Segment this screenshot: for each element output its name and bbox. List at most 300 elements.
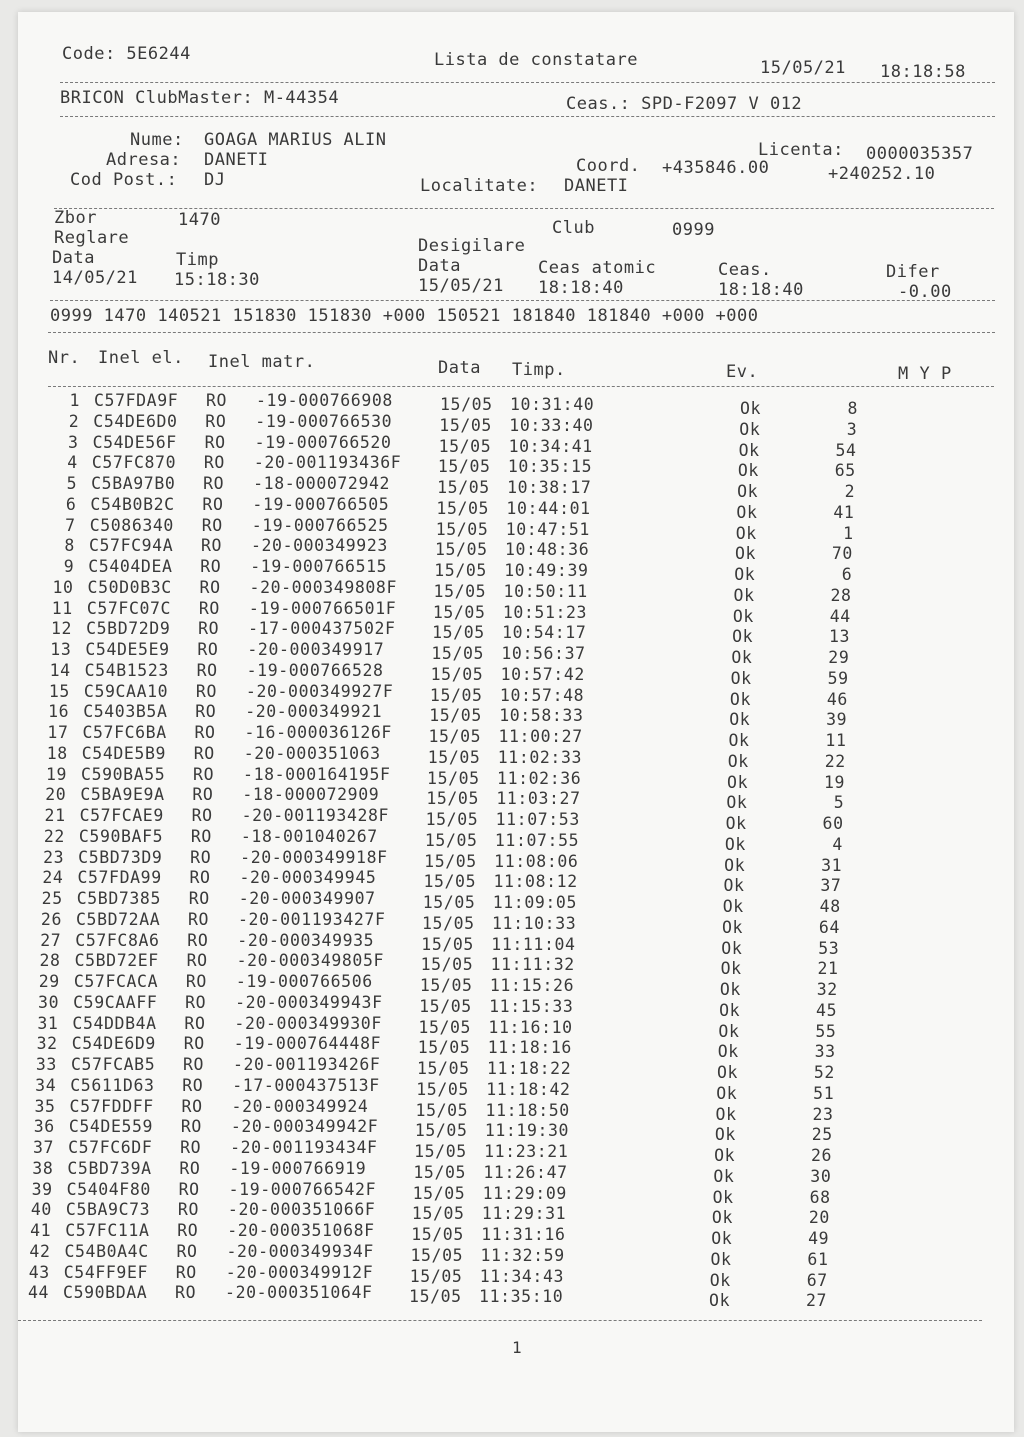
row-value: 8 xyxy=(847,399,858,418)
row-time: 10:48:36 xyxy=(504,540,590,560)
row-date: 15/05 xyxy=(428,727,482,746)
row-date: 15/05 xyxy=(409,1287,462,1307)
row-nr: 15 xyxy=(48,681,70,701)
report-time: 18:18:58 xyxy=(880,62,966,82)
row-nr: 17 xyxy=(47,723,69,742)
row-country: RO xyxy=(203,453,225,473)
row-time: 10:47:51 xyxy=(505,519,590,539)
row-country: RO xyxy=(195,681,217,701)
row-inel-el: C54B0B2C xyxy=(90,494,175,514)
row-value: 2 xyxy=(844,482,856,501)
row-inel-el: C5404F80 xyxy=(66,1179,151,1199)
row-country: RO xyxy=(197,640,219,659)
row-date: 15/05 xyxy=(427,768,480,788)
row-inel-el: C54B0A4C xyxy=(64,1241,149,1261)
row-inel-matr: -20-000349927F xyxy=(245,681,394,701)
row-value: 13 xyxy=(829,627,851,647)
name-label: Nume: xyxy=(130,130,184,150)
row-inel-matr: -20-000349943F xyxy=(235,992,383,1012)
club-label: Club xyxy=(552,218,595,238)
row-inel-matr: -20-001193436F xyxy=(253,453,402,473)
difer-value: -0.00 xyxy=(898,282,952,302)
row-date: 15/05 xyxy=(433,581,487,601)
row-nr: 4 xyxy=(67,453,78,473)
row-inel-el: C5611D63 xyxy=(70,1075,155,1095)
row-inel-el: C59CAA10 xyxy=(83,681,169,701)
row-date: 15/05 xyxy=(434,540,488,560)
row-time: 10:56:37 xyxy=(501,644,586,663)
row-time: 10:33:40 xyxy=(509,415,594,435)
row-time: 11:34:43 xyxy=(479,1266,565,1286)
row-time: 11:35:10 xyxy=(479,1287,564,1307)
row-value: 37 xyxy=(820,876,842,896)
row-inel-el: C54DE56F xyxy=(92,432,177,452)
row-country: RO xyxy=(204,432,226,452)
row-ev: Ok xyxy=(722,897,744,916)
row-date: 15/05 xyxy=(424,830,478,850)
row-time: 11:00:27 xyxy=(498,727,583,746)
postcode-label: Cod Post.: xyxy=(70,170,178,190)
row-inel-matr: -20-000349942F xyxy=(230,1117,379,1137)
row-country: RO xyxy=(176,1241,198,1261)
row-country: RO xyxy=(184,1013,206,1033)
row-inel-el: C5BD739A xyxy=(67,1158,152,1178)
row-time: 10:57:42 xyxy=(500,664,585,684)
divider xyxy=(50,300,995,301)
row-inel-matr: -16-000036126F xyxy=(244,723,392,742)
row-value: 19 xyxy=(823,772,846,792)
divider xyxy=(60,116,995,117)
row-value: 44 xyxy=(829,606,851,626)
row-time: 11:18:42 xyxy=(486,1079,571,1099)
row-date: 15/05 xyxy=(410,1245,464,1265)
row-country: RO xyxy=(189,868,211,888)
row-time: 11:31:16 xyxy=(481,1225,566,1244)
divider xyxy=(60,82,995,83)
row-inel-matr: -19-000766528 xyxy=(246,660,384,680)
row-value: 60 xyxy=(822,814,844,833)
row-date: 15/05 xyxy=(413,1162,467,1182)
reglare-label: Reglare xyxy=(54,228,130,248)
col-data: Data xyxy=(438,358,481,378)
address-label: Adresa: xyxy=(106,150,182,170)
row-inel-el: C57FC6BA xyxy=(82,723,167,742)
row-inel-matr: -18-000072909 xyxy=(242,785,380,805)
row-ev: Ok xyxy=(733,585,755,605)
row-country: RO xyxy=(201,515,223,535)
row-nr: 5 xyxy=(66,474,78,493)
row-nr: 31 xyxy=(37,1013,59,1033)
reglare-data-label: Data xyxy=(52,248,95,268)
row-inel-matr: -17-000437513F xyxy=(232,1075,380,1095)
row-country: RO xyxy=(178,1179,200,1199)
row-ev: Ok xyxy=(726,793,748,813)
row-inel-el: C5BA9C73 xyxy=(65,1200,151,1220)
row-inel-el: C57FC6DF xyxy=(68,1138,153,1157)
row-ev: Ok xyxy=(715,1104,737,1124)
row-time: 11:03:27 xyxy=(496,789,581,809)
row-date: 15/05 xyxy=(414,1121,468,1141)
row-nr: 40 xyxy=(30,1200,52,1220)
row-nr: 16 xyxy=(48,702,70,722)
row-country: RO xyxy=(205,411,227,431)
row-time: 11:26:47 xyxy=(483,1162,568,1182)
row-nr: 25 xyxy=(41,889,63,908)
row-ev: Ok xyxy=(737,461,759,481)
row-date: 15/05 xyxy=(437,457,491,477)
row-ev: Ok xyxy=(736,502,758,522)
row-time: 11:08:06 xyxy=(494,851,579,871)
row-inel-el: C5BD72EF xyxy=(74,951,159,971)
row-inel-matr: -19-000766515 xyxy=(250,557,388,576)
row-time: 10:34:41 xyxy=(508,436,593,456)
row-country: RO xyxy=(203,474,225,493)
row-value: 5 xyxy=(833,793,845,813)
row-date: 15/05 xyxy=(427,747,481,767)
row-nr: 32 xyxy=(36,1034,58,1054)
row-nr: 37 xyxy=(33,1138,55,1157)
row-nr: 14 xyxy=(49,660,71,680)
row-ev: Ok xyxy=(724,855,746,875)
ceas-time: 18:18:40 xyxy=(718,280,804,300)
row-country: RO xyxy=(177,1221,199,1240)
row-value: 20 xyxy=(808,1208,830,1228)
row-inel-matr: -19-000766501F xyxy=(248,598,397,618)
row-nr: 9 xyxy=(63,557,75,576)
row-ev: Ok xyxy=(711,1208,733,1228)
row-inel-el: C54DE5B9 xyxy=(81,743,167,763)
row-ev: Ok xyxy=(737,482,759,501)
owner-license: 0000035357 xyxy=(866,144,974,164)
row-value: 59 xyxy=(827,668,849,688)
row-country: RO xyxy=(185,972,207,991)
row-date: 15/05 xyxy=(438,436,492,456)
row-date: 15/05 xyxy=(416,1059,470,1078)
club-value: 0999 xyxy=(672,220,715,240)
row-inel-el: C5BD72D9 xyxy=(86,619,171,639)
row-country: RO xyxy=(179,1158,201,1178)
row-time: 11:11:04 xyxy=(491,934,576,954)
row-ev: Ok xyxy=(718,1021,740,1041)
row-value: 21 xyxy=(817,959,839,979)
row-inel-matr: -20-000349918F xyxy=(240,847,388,867)
col-ev: Ev. xyxy=(726,362,759,382)
row-nr: 43 xyxy=(28,1262,50,1282)
row-nr: 29 xyxy=(38,972,60,991)
row-value: 70 xyxy=(831,544,853,564)
row-country: RO xyxy=(193,764,215,784)
row-country: RO xyxy=(200,536,223,556)
row-country: RO xyxy=(177,1200,199,1220)
row-value: 53 xyxy=(818,938,840,958)
desig-data-label: Data xyxy=(418,256,461,276)
row-date: 15/05 xyxy=(437,478,490,497)
row-date: 15/05 xyxy=(430,664,484,684)
row-country: RO xyxy=(198,619,220,639)
row-date: 15/05 xyxy=(414,1142,467,1161)
row-time: 11:19:30 xyxy=(484,1121,570,1141)
row-ev: Ok xyxy=(724,834,746,854)
row-ev: Ok xyxy=(714,1125,736,1145)
row-inel-matr: -20-000351066F xyxy=(227,1200,376,1220)
row-date: 15/05 xyxy=(436,498,490,518)
row-ev: Ok xyxy=(732,627,754,647)
row-time: 11:09:05 xyxy=(492,893,578,912)
row-inel-matr: -20-000349945 xyxy=(239,868,377,888)
row-inel-el: C5BA9E9A xyxy=(80,785,165,805)
row-inel-el: C5403B5A xyxy=(83,702,168,722)
row-country: RO xyxy=(191,806,213,825)
row-nr: 3 xyxy=(68,432,79,452)
row-nr: 44 xyxy=(27,1283,50,1303)
report-title: Lista de constatare xyxy=(434,50,638,70)
row-time: 10:49:39 xyxy=(504,561,589,580)
row-ev: Ok xyxy=(729,689,751,709)
row-inel-el: C5BD7385 xyxy=(76,889,162,908)
row-inel-el: C57FCAE9 xyxy=(79,806,164,825)
col-timp: Timp. xyxy=(512,360,566,380)
row-ev: Ok xyxy=(732,606,754,626)
row-inel-matr: -20-001193434F xyxy=(230,1138,378,1157)
row-date: 15/05 xyxy=(429,685,483,705)
row-inel-matr: -20-000351063 xyxy=(243,743,381,763)
row-inel-matr: -18-000072942 xyxy=(253,474,391,493)
row-inel-el: C54DE6D0 xyxy=(93,411,178,431)
row-nr: 23 xyxy=(43,847,65,867)
row-time: 11:11:32 xyxy=(490,955,575,975)
row-inel-matr: -19-000766542F xyxy=(228,1179,377,1199)
row-inel-matr: -18-001040267 xyxy=(240,826,378,846)
divider xyxy=(54,208,994,209)
report-date: 15/05/21 xyxy=(760,58,846,78)
row-inel-matr: -20-001193426F xyxy=(232,1055,381,1074)
row-nr: 10 xyxy=(52,577,74,597)
row-ev: Ok xyxy=(729,710,751,730)
row-value: 51 xyxy=(813,1083,835,1103)
desig-date: 15/05/21 xyxy=(418,276,504,296)
row-inel-matr: -19-000766530 xyxy=(255,411,393,431)
row-ev: Ok xyxy=(716,1083,738,1103)
row-ev: Ok xyxy=(710,1249,732,1269)
row-value: 23 xyxy=(812,1104,834,1124)
row-ev: Ok xyxy=(720,959,742,979)
coord-lon: +240252.10 xyxy=(828,164,936,184)
row-value: 61 xyxy=(807,1249,829,1269)
row-country: RO xyxy=(202,494,224,514)
row-inel-matr: -19-000766525 xyxy=(251,515,389,535)
row-value: 3 xyxy=(846,419,858,439)
reglare-date: 14/05/21 xyxy=(52,268,138,288)
report-code: Code: 5E6244 xyxy=(62,44,191,64)
row-inel-matr: -20-000349934F xyxy=(226,1241,374,1261)
row-inel-matr: -20-000349805F xyxy=(236,951,385,971)
row-ev: Ok xyxy=(711,1229,733,1248)
row-inel-matr: -20-000349907 xyxy=(238,889,376,908)
row-nr: 7 xyxy=(65,515,76,535)
row-country: RO xyxy=(190,847,212,867)
row-nr: 35 xyxy=(34,1096,56,1116)
row-inel-el: C54DE5E9 xyxy=(85,640,170,659)
row-date: 15/05 xyxy=(424,851,477,871)
row-date: 15/05 xyxy=(422,913,475,933)
row-inel-el: C590BDAA xyxy=(63,1283,148,1303)
row-time: 10:31:40 xyxy=(510,395,595,414)
coord-lat: +435846.00 xyxy=(662,158,770,178)
row-nr: 42 xyxy=(29,1241,51,1261)
row-country: RO xyxy=(192,785,214,805)
row-value: 49 xyxy=(808,1229,830,1248)
row-value: 28 xyxy=(830,585,852,605)
row-inel-matr: -20-001193428F xyxy=(241,806,390,825)
row-ev: Ok xyxy=(734,565,756,584)
row-ev: Ok xyxy=(727,772,749,792)
row-time: 11:29:09 xyxy=(482,1183,567,1203)
row-nr: 38 xyxy=(32,1158,54,1178)
row-inel-el: C590BAF5 xyxy=(78,826,164,846)
row-nr: 39 xyxy=(31,1179,53,1199)
row-time: 11:18:22 xyxy=(486,1059,572,1078)
row-value: 22 xyxy=(824,751,846,771)
row-time: 10:50:11 xyxy=(503,581,588,601)
row-date: 15/05 xyxy=(412,1183,466,1203)
row-inel-el: C50D0B3C xyxy=(87,577,172,597)
row-inel-el: C57FDDFF xyxy=(69,1096,154,1116)
row-inel-matr: -20-000349917 xyxy=(247,640,385,659)
row-value: 45 xyxy=(816,1000,838,1020)
row-value: 27 xyxy=(805,1291,828,1311)
row-ev: Ok xyxy=(731,648,753,667)
reglare-timp-label: Timp xyxy=(176,250,219,270)
row-inel-el: C57FC94A xyxy=(88,536,174,556)
row-inel-el: C57FC870 xyxy=(91,453,177,473)
row-nr: 22 xyxy=(43,826,65,846)
row-time: 10:58:33 xyxy=(499,706,584,726)
col-inel-matr: Inel matr. xyxy=(208,352,316,372)
row-value: 54 xyxy=(835,440,857,460)
row-date: 15/05 xyxy=(419,976,473,995)
row-value: 39 xyxy=(826,710,848,730)
row-date: 15/05 xyxy=(435,519,489,539)
divider xyxy=(18,1320,982,1321)
row-country: RO xyxy=(186,951,208,971)
row-nr: 36 xyxy=(33,1117,55,1137)
row-nr: 12 xyxy=(51,619,73,639)
row-time: 11:02:36 xyxy=(497,768,582,788)
row-time: 10:51:23 xyxy=(502,602,588,622)
row-nr: 41 xyxy=(30,1221,52,1240)
row-inel-matr: -18-000164195F xyxy=(243,764,391,784)
row-date: 15/05 xyxy=(411,1225,464,1244)
row-date: 15/05 xyxy=(425,810,479,829)
row-nr: 20 xyxy=(45,785,67,805)
row-time: 11:07:55 xyxy=(494,830,580,850)
row-ev: Ok xyxy=(712,1187,734,1207)
row-country: RO xyxy=(175,1283,197,1303)
row-country: RO xyxy=(183,1034,205,1054)
row-inel-el: C57FDA99 xyxy=(77,868,162,888)
row-inel-matr: -20-000349912F xyxy=(225,1262,374,1282)
row-inel-matr: -20-001193427F xyxy=(238,909,386,929)
row-value: 25 xyxy=(811,1125,833,1145)
row-value: 52 xyxy=(813,1063,835,1082)
row-inel-el: C57FC8A6 xyxy=(75,930,160,950)
coord-label: Coord. xyxy=(576,156,641,176)
owner-address: DANETI xyxy=(204,150,269,170)
row-ev: Ok xyxy=(723,876,745,896)
clubmaster-id: BRICON ClubMaster: M-44354 xyxy=(60,88,340,108)
divider xyxy=(48,386,994,387)
row-date: 15/05 xyxy=(434,561,487,580)
row-country: RO xyxy=(180,1138,202,1157)
row-country: RO xyxy=(188,909,210,929)
row-value: 55 xyxy=(815,1021,837,1041)
row-time: 11:32:59 xyxy=(480,1245,565,1265)
row-nr: 34 xyxy=(35,1075,57,1095)
row-value: 68 xyxy=(809,1187,831,1207)
row-inel-el: C57FCACA xyxy=(73,972,159,991)
row-time: 11:18:16 xyxy=(487,1038,572,1058)
row-country: RO xyxy=(188,889,210,908)
row-inel-matr: -19-000766919 xyxy=(229,1158,367,1178)
row-time: 11:29:31 xyxy=(481,1204,567,1224)
row-country: RO xyxy=(175,1262,197,1282)
reglare-time: 15:18:30 xyxy=(174,270,260,290)
ceas-label: Ceas. xyxy=(718,260,772,280)
row-ev: Ok xyxy=(721,938,743,958)
row-ev: Ok xyxy=(719,1000,741,1020)
row-date: 15/05 xyxy=(418,1017,472,1037)
row-time: 11:10:33 xyxy=(492,913,577,933)
row-country: RO xyxy=(193,743,215,763)
row-inel-el: C57FC07C xyxy=(86,598,172,618)
row-inel-matr: -20-000349930F xyxy=(234,1013,382,1033)
row-inel-matr: -19-000764448F xyxy=(233,1034,382,1054)
row-country: RO xyxy=(196,660,218,680)
row-date: 15/05 xyxy=(429,706,482,726)
row-time: 11:16:10 xyxy=(488,1017,573,1037)
row-nr: 19 xyxy=(45,764,68,784)
row-date: 15/05 xyxy=(416,1079,469,1099)
row-country: RO xyxy=(199,577,221,597)
row-country: RO xyxy=(200,557,222,576)
row-inel-matr: -19-000766506 xyxy=(235,972,373,991)
row-date: 15/05 xyxy=(432,602,486,622)
row-time: 10:38:17 xyxy=(507,478,592,497)
row-country: RO xyxy=(194,723,216,742)
owner-locality: DANETI xyxy=(564,176,629,196)
row-inel-el: C57FDA9F xyxy=(94,391,179,410)
row-date: 15/05 xyxy=(432,623,485,643)
row-country: RO xyxy=(180,1117,202,1137)
row-time: 11:15:26 xyxy=(489,976,575,995)
row-date: 15/05 xyxy=(426,789,479,809)
desigilare-label: Desigilare xyxy=(418,236,526,256)
row-date: 15/05 xyxy=(431,644,485,663)
row-nr: 18 xyxy=(46,743,68,763)
row-country: RO xyxy=(185,992,207,1012)
row-time: 10:57:48 xyxy=(499,685,585,705)
row-inel-matr: -19-000766908 xyxy=(256,391,393,410)
zbor-value: 1470 xyxy=(178,210,221,230)
col-myp: M Y P xyxy=(898,364,952,384)
row-time: 11:07:53 xyxy=(495,810,580,829)
row-value: 29 xyxy=(828,648,850,667)
row-inel-matr: -20-000351068F xyxy=(227,1221,375,1240)
row-date: 15/05 xyxy=(417,1038,471,1058)
row-inel-el: C5BD73D9 xyxy=(78,847,163,867)
row-inel-matr: -20-000349808F xyxy=(249,577,398,597)
license-label: Licenta: xyxy=(758,140,844,160)
